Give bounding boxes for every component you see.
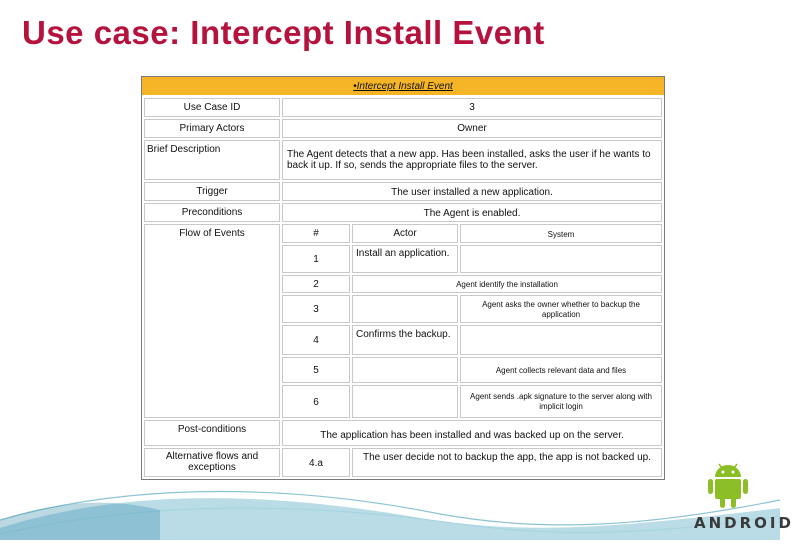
alt-value-cell (352, 448, 662, 477)
flow-actor-text: Install an application. (356, 248, 450, 259)
flow-actor-cell (352, 357, 458, 383)
trigger-label: Trigger (196, 186, 228, 197)
flow-actor-text: Confirms the backup. (356, 329, 451, 340)
flow-system-text: Agent collects relevant data and files (495, 366, 627, 375)
flow-system-cell (460, 245, 662, 273)
trigger-value: The user installed a new application. (391, 187, 553, 198)
label-cell (144, 140, 280, 180)
flow-step-number: 2 (313, 279, 319, 290)
alternative-flow-number: 4.a (309, 458, 323, 469)
label-cell (144, 420, 280, 446)
flow-header-actor: Actor (393, 228, 417, 239)
alt-number-cell (282, 448, 350, 477)
alternative-flows-label: Alternative flows and exceptions (165, 451, 259, 473)
post-conditions-value: The application has been installed and was backed up on the server. (320, 430, 624, 441)
flow-system-cell (352, 275, 662, 293)
flow-actor-cell (352, 325, 458, 355)
table-row (282, 385, 350, 418)
flow-step-number: 6 (313, 397, 319, 408)
flow-step-number: 5 (313, 365, 319, 376)
flow-step-number: 1 (313, 254, 319, 265)
flow-actor-cell (352, 245, 458, 273)
label-cell (144, 224, 280, 418)
value-cell (282, 140, 662, 180)
brief-description-value: The Agent detects that a new app. Has been installed, asks the user if he wants to back it up. If so, sends the appropriate files to the server. (287, 149, 651, 171)
flow-header-cell (460, 224, 662, 243)
value-cell (282, 203, 662, 222)
primary-actors-label: Primary Actors (179, 123, 245, 134)
flow-header-cell (282, 224, 350, 243)
value-cell (282, 98, 662, 117)
primary-actors-value: Owner (457, 123, 487, 134)
flow-system-cell (460, 325, 662, 355)
table-row (282, 357, 350, 383)
page-title: Use case: Intercept Install Event (22, 14, 545, 51)
label-cell (144, 98, 280, 117)
use-case-id-label: Use Case ID (183, 102, 241, 113)
preconditions-value: The Agent is enabled. (423, 208, 521, 219)
flow-actor-cell (352, 295, 458, 323)
table-row (282, 325, 350, 355)
preconditions-label: Preconditions (181, 207, 243, 218)
table-row (282, 245, 350, 273)
flow-system-text: Agent sends .apk signature to the server along with implicit login (470, 392, 652, 411)
use-case-id-value: 3 (469, 102, 475, 113)
flow-system-text: Agent asks the owner whether to backup the application (482, 300, 640, 319)
value-cell (282, 420, 662, 446)
value-cell (282, 182, 662, 201)
decorative-wave (0, 480, 780, 540)
flow-header-system: System (547, 230, 575, 239)
table-row (282, 275, 350, 293)
brief-description-label: Brief Description (147, 144, 221, 155)
label-cell (144, 448, 280, 477)
use-case-table (141, 76, 665, 480)
android-robot-icon (706, 462, 750, 515)
flow-actor-cell (352, 385, 458, 418)
flow-of-events-label: Flow of Events (179, 228, 245, 239)
post-conditions-label: Post-conditions (177, 424, 247, 435)
flow-header-num: # (313, 228, 319, 239)
flow-step-number: 3 (313, 304, 319, 315)
flow-step-number: 4 (313, 335, 319, 346)
flow-system-cell (460, 295, 662, 323)
label-cell (144, 203, 280, 222)
table-row (282, 295, 350, 323)
flow-system-text: Agent identify the installation (456, 280, 558, 289)
android-logo-text: ANDROID (694, 514, 794, 532)
use-case-header: •Intercept Install Event (142, 77, 664, 95)
flow-system-cell (460, 385, 662, 418)
flow-system-cell (460, 357, 662, 383)
label-cell (144, 182, 280, 201)
alternative-flow-value: The user decide not to backup the app, the app is not backed up. (363, 452, 651, 463)
label-cell (144, 119, 280, 138)
flow-header-cell (352, 224, 458, 243)
value-cell (282, 119, 662, 138)
